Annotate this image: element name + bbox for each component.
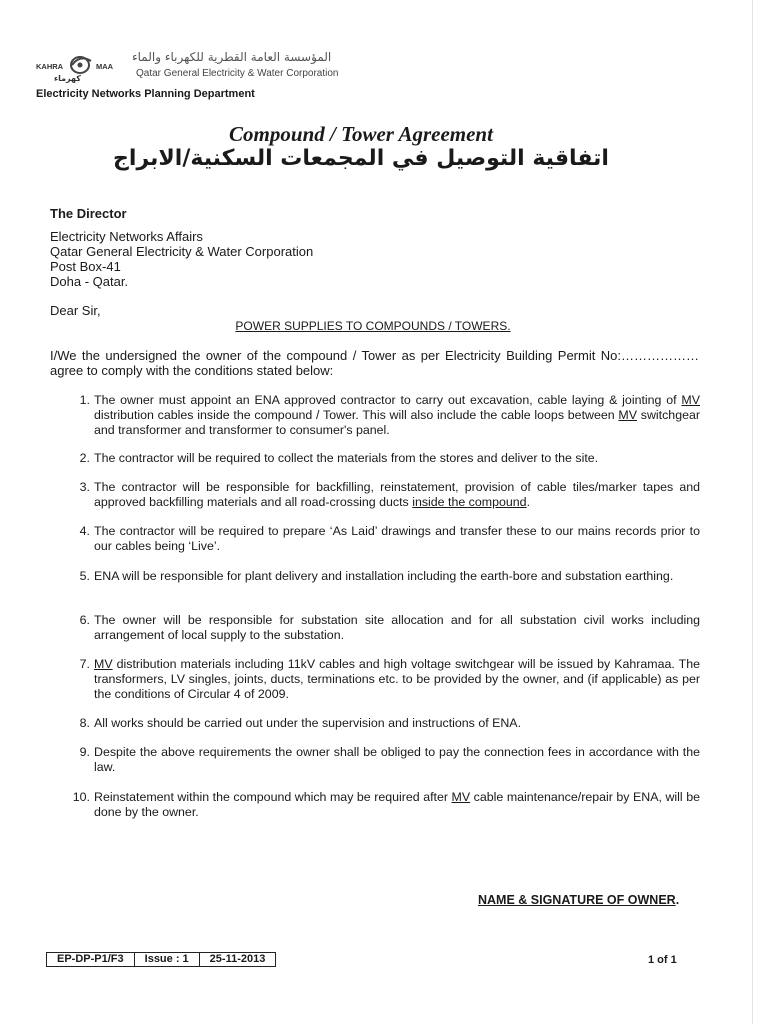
address-line: Electricity Networks Affairs [50, 229, 203, 244]
item-number: 3. [79, 480, 90, 494]
org-name-english: Qatar General Electricity & Water Corporation [136, 68, 339, 79]
address-line: Qatar General Electricity & Water Corporation [50, 244, 314, 259]
item-text: The owner must appoint an ENA approved contractor to carry out excavation, cable laying & jointing of MV distribution cables inside the compound / Tower. This will also include the cable loops between MV switchgear and transformer and transformer to consumer's panel. [94, 393, 700, 437]
document-title-arabic: اتفاقية التوصيل في المجمعات السكنية/الابراج [113, 146, 609, 171]
intro-paragraph: I/We the undersigned the owner of the compound / Tower as per Electricity Building Permit No:……………… agree to comply with the conditions stated below: [50, 348, 699, 378]
org-name-arabic: المؤسسة العامة القطرية للكهرباء والماء [132, 50, 332, 64]
condition-item [70, 716, 700, 731]
item-text: The contractor will be responsible for backfilling, reinstatement, provision of cable tiles/marker tapes and approved backfilling materials and all road-crossing ducts inside the compound. [94, 480, 700, 509]
item-number: 9. [79, 745, 90, 759]
signature-label: NAME & SIGNATURE OF OWNER. [478, 893, 680, 907]
issue-number: Issue : 1 [135, 953, 200, 966]
condition-item [70, 745, 700, 775]
item-text: ENA will be responsible for plant delivery and installation including the earth-bore and substation earthing. [94, 569, 674, 583]
condition-item [70, 524, 700, 554]
address-line: Doha - Qatar. [50, 274, 129, 289]
condition-item [70, 480, 700, 510]
condition-item [70, 790, 700, 820]
logo-text-right: MAA [96, 62, 114, 71]
item-text: The contractor will be required to collect the materials from the stores and deliver to the site. [94, 451, 599, 465]
condition-item [70, 657, 700, 702]
condition-item [70, 613, 700, 643]
logo-text-left: KAHRA [36, 62, 64, 71]
item-number: 2. [79, 451, 90, 465]
addressee-address [50, 229, 313, 289]
logo-text-arabic: كهرماء [54, 74, 81, 83]
item-text: The owner will be responsible for substation site allocation and for all substation civil works including arrangement of local supply to the substation. [94, 613, 700, 642]
item-number: 8. [79, 716, 90, 730]
document-title-english: Compound / Tower Agreement [229, 122, 493, 146]
item-text: Despite the above requirements the owner shall be obliged to pay the connection fees in accordance with the law. [94, 745, 700, 774]
form-code: EP-DP-P1/F3 [47, 953, 135, 966]
page-number: 1 of 1 [648, 954, 677, 966]
item-number: 5. [79, 569, 90, 583]
item-text: The contractor will be required to prepare ‘As Laid’ drawings and transfer these to our mains records prior to our cables being ‘Live’. [94, 524, 700, 553]
item-number: 4. [79, 524, 90, 538]
form-reference-box [46, 952, 276, 967]
scan-edge-divider [752, 0, 753, 1024]
condition-item [70, 569, 700, 584]
item-text: MV distribution materials including 11kV cables and high voltage switchgear will be issued by Kahramaa. The transformers, LV singles, joints, ducts, terminations etc. to be provided by the owner, and (if applicable) as per the conditions of Circular 4 of 2009. [94, 657, 700, 701]
item-number: 10. [72, 790, 90, 804]
item-number: 6. [79, 613, 90, 627]
subject-line: POWER SUPPLIES TO COMPOUNDS / TOWERS. [235, 319, 511, 333]
addressee-heading: The Director [50, 206, 127, 221]
issue-date: 25-11-2013 [209, 953, 266, 965]
item-text: Reinstatement within the compound which may be required after MV cable maintenance/repair by ENA, will be done by the owner. [94, 790, 701, 819]
condition-item [70, 451, 700, 466]
department-name: Electricity Networks Planning Department [36, 88, 255, 100]
item-number: 1. [79, 393, 90, 407]
condition-item [70, 393, 700, 438]
item-text: All works should be carried out under the supervision and instructions of ENA. [94, 716, 522, 730]
item-number: 7. [79, 657, 90, 671]
salutation: Dear Sir, [50, 303, 101, 318]
kahramaa-logo [36, 52, 122, 86]
address-line: Post Box-41 [50, 259, 121, 274]
